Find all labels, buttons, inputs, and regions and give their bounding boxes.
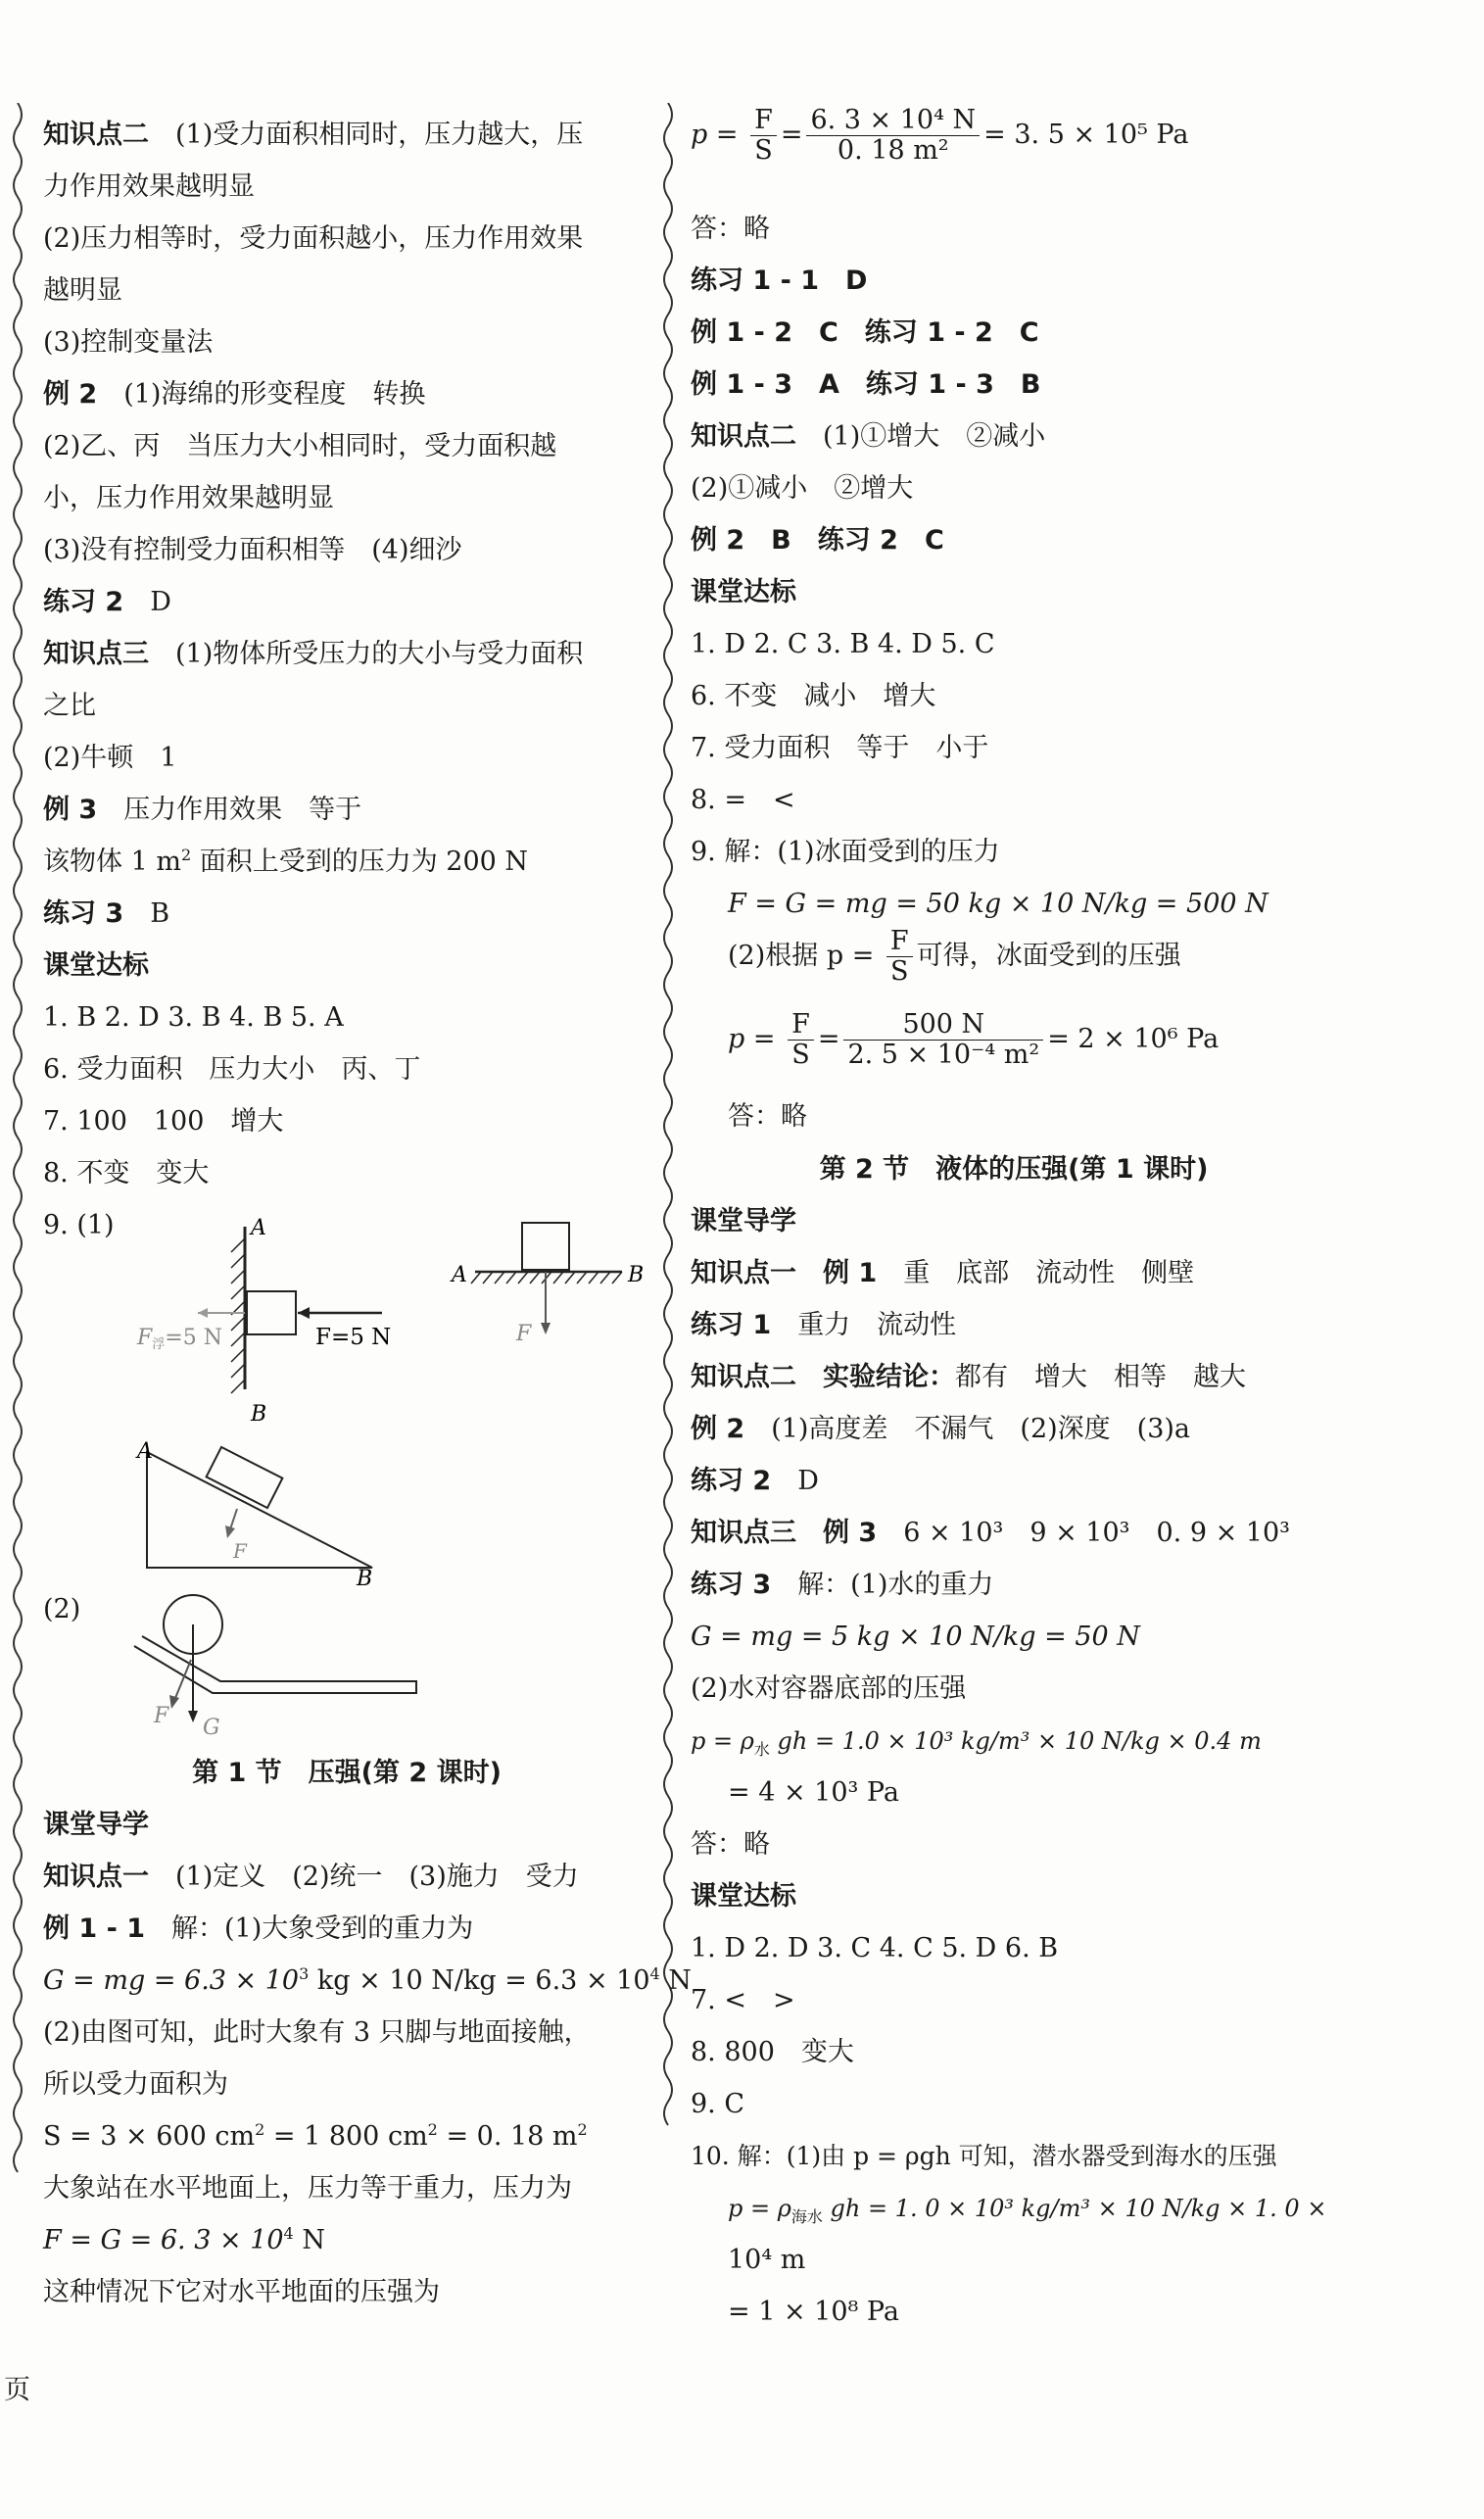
ktdb2-r10a: 10. 解：(1)由 p = ρgh 可知，潜水器受到海水的压强 bbox=[691, 2142, 1277, 2170]
ktdx-heading-left: 课堂导学 bbox=[43, 1810, 149, 1840]
fig1-label-B: B bbox=[251, 1402, 267, 1427]
ex11-line4: 所以受力面积为 bbox=[43, 2069, 228, 2100]
fig4-label-F: F bbox=[154, 1704, 169, 1728]
section-title-right: 第 2 节 液体的压强(第 1 课时) bbox=[819, 1154, 1209, 1185]
ktdb-q9: 9. (1) bbox=[43, 1210, 115, 1240]
fig1-label-A: A bbox=[251, 1216, 266, 1240]
ktdb2-r8: 8. 800 变大 bbox=[691, 2037, 854, 2067]
ex11-line3: (2)由图可知，此时大象有 3 只脚与地面接触， bbox=[43, 2017, 591, 2048]
fig2-label-B: B bbox=[628, 1263, 645, 1287]
kp1-line: 知识点一 (1)定义 (2)统一 (3)施力 受力 bbox=[43, 1862, 579, 1892]
ktdb-right-q8: 8. = < bbox=[691, 785, 795, 815]
kp3-line2: 之比 bbox=[43, 691, 96, 721]
ktdb2-r10c: 10⁴ m bbox=[728, 2245, 806, 2275]
fig3-label-A: A bbox=[137, 1440, 153, 1464]
kp3-line1: 知识点三 (1)物体所受压力的大小与受力面积 bbox=[43, 639, 584, 669]
ex13-line: 例 1 - 3 A 练习 1 - 3 B bbox=[691, 369, 1041, 400]
fig3-label-B: B bbox=[357, 1567, 373, 1587]
ktdb-heading: 课堂达标 bbox=[43, 950, 149, 981]
pr3-right-line3: (2)水对容器底部的压强 bbox=[691, 1673, 967, 1704]
ex12-line: 例 1 - 2 C 练习 1 - 2 C bbox=[691, 317, 1039, 348]
kp2-line3: (2)压力相等时，受力面积越小，压力作用效果 bbox=[43, 223, 584, 254]
fig3-label-F: F bbox=[233, 1539, 247, 1563]
page-mark: 页 bbox=[4, 2375, 30, 2405]
pr3-right-line1: 练习 3 解：(1)水的重力 bbox=[691, 1570, 994, 1600]
ex11-line8: 这种情况下它对水平地面的压强为 bbox=[43, 2277, 440, 2307]
left-wavy-border bbox=[8, 103, 27, 2356]
ex2-right-line: 例 2 B 练习 2 C bbox=[691, 525, 944, 556]
pressure-equation: p = $\frac{F}{S}$ = $\frac{\text{6. 3 × 10⁴ N}}{\text{0. 18 m²}}$ = 3. 5 × 10⁵ Pa bbox=[691, 105, 1189, 166]
kp3-line3: (2)牛顿 1 bbox=[43, 743, 177, 773]
fig1-label-Ff: F浮=5 N bbox=[137, 1326, 222, 1352]
figure-wall-block bbox=[127, 1215, 411, 1430]
kp2-line4: 越明显 bbox=[43, 275, 122, 306]
ktdb-q6: 6. 受力面积 压力大小 丙、丁 bbox=[43, 1054, 421, 1085]
ktdb-right-q9b: F = G = mg = 50 kg × 10 N/kg = 500 N bbox=[728, 889, 1269, 919]
ex11-line7: F = G = 6. $3 \times 10^4$ N bbox=[43, 2224, 325, 2255]
pr3-right-line2: G = mg = 5 kg × 10 N/kg = 50 N bbox=[691, 1622, 1140, 1652]
ktdb2-r1: 1. D 2. D 3. C 4. C 5. D 6. B bbox=[691, 1933, 1059, 1963]
ex2-line1: 例 2 (1)海绵的形变程度 转换 bbox=[43, 379, 426, 410]
ktdb2-r9: 9. C bbox=[691, 2089, 745, 2119]
kp3-right-line: 知识点三 例 3 6 × 10³ 9 × 10³ 0. 9 × 10³ bbox=[691, 1518, 1290, 1548]
ktdb2-heading: 课堂达标 bbox=[691, 1881, 796, 1912]
ktdb-q1: 1. B 2. D 3. B 4. B 5. A bbox=[43, 1002, 344, 1033]
ktdb-right-q9e: 答：略 bbox=[728, 1101, 807, 1132]
ktdb-right-q9c: (2)根据 p = $\frac{F}{S}$ 可得，冰面受到的压强 bbox=[728, 926, 1181, 987]
figure-incline-block bbox=[127, 1440, 392, 1587]
pr3-right-line5: = 4 × 10³ Pa bbox=[728, 1777, 899, 1808]
kp2b-line: 知识点二 实验结论：都有 增大 相等 越大 bbox=[691, 1362, 1246, 1392]
ex2b-line: 例 2 (1)高度差 不漏气 (2)深度 (3)a bbox=[691, 1414, 1191, 1444]
center-wavy-border bbox=[658, 103, 678, 2356]
ex11-line2: G = mg = $6.3 \times 10^3$ kg × 10 $N/kg = 6.3 \times 10^4$ N bbox=[43, 1964, 692, 1996]
section-title-left: 第 1 节 压强(第 2 课时) bbox=[192, 1758, 502, 1788]
ex3-line1: 例 3 压力作用效果 等于 bbox=[43, 795, 362, 825]
ex11-line5: S = 3 × 600 $cm^2 = 1$ 800 $cm^2 = 0$. 18 $m^2$ bbox=[43, 2120, 588, 2152]
ktdb-right-q6: 6. 不变 减小 增大 bbox=[691, 681, 936, 711]
fig4-label-G: G bbox=[203, 1716, 220, 1740]
ktdb-right-q9d: p = $\frac{F}{S}$ = $\frac{500 N}{\text{2. 5 × 10⁻⁴ m²}}$ = 2 × 10⁶ Pa bbox=[728, 1009, 1220, 1070]
ex11-line1: 例 1 - 1 解：(1)大象受到的重力为 bbox=[43, 1913, 474, 1944]
ex2-line2: (2)乙、丙 当压力大小相同时，受力面积越 bbox=[43, 431, 557, 461]
pr3-right-line4: $p = \rho_水$ gh = 1.0 × 10³ kg/m³ × 10 N/kg × 0.4 m bbox=[691, 1727, 1262, 1759]
ktdb2-r10d: = 1 × 10⁸ Pa bbox=[728, 2297, 899, 2327]
pr2-line: 练习 2 D bbox=[43, 587, 171, 617]
kp2-right-line2: (2)①减小 ②增大 bbox=[691, 473, 914, 504]
figure-horizontal-block bbox=[446, 1213, 651, 1370]
figure-ball-slope bbox=[132, 1587, 426, 1744]
fig2-label-F: F bbox=[516, 1322, 532, 1346]
ex2-line3: 小，压力作用效果越明显 bbox=[43, 483, 334, 513]
pr11-line: 练习 1 - 1 D bbox=[691, 266, 868, 296]
ktdb2-r7: 7. < > bbox=[691, 1985, 795, 2015]
ktdb-right-q7: 7. 受力面积 等于 小于 bbox=[691, 733, 989, 763]
kp2-line2: 力作用效果越明显 bbox=[43, 171, 255, 202]
kp2-right-line1: 知识点二 (1)①增大 ②减小 bbox=[691, 421, 1046, 452]
ktdb-q8: 8. 不变 变大 bbox=[43, 1158, 210, 1188]
ktdx-heading-right: 课堂导学 bbox=[691, 1206, 796, 1236]
ex3-line2: 该物体 1 $m^2$ 面积上受到的压力为 200 N bbox=[43, 846, 529, 877]
kp2-line1: 知识点二 (1)受力面积相同时，压力越大，压 bbox=[43, 120, 584, 150]
ktdb-heading-right: 课堂达标 bbox=[691, 577, 796, 607]
ktdb2-r10b: $p = \rho_{海水}$ gh = 1. 0 × 10³ kg/m³ × 10 N/kg × 1. 0 × bbox=[728, 2195, 1327, 2226]
ktdb-q7: 7. 100 100 增大 bbox=[43, 1106, 284, 1137]
pr2b-line: 练习 2 D bbox=[691, 1466, 819, 1496]
pr3-right-line6: 答：略 bbox=[691, 1829, 770, 1860]
kp1-right-line: 知识点一 例 1 重 底部 流动性 侧壁 bbox=[691, 1258, 1195, 1288]
pr3-line: 练习 3 B bbox=[43, 898, 170, 929]
fig2-label-A: A bbox=[452, 1263, 467, 1287]
ktdb-right-q9a: 9. 解：(1)冰面受到的压力 bbox=[691, 837, 1000, 867]
kp2-line5: (3)控制变量法 bbox=[43, 327, 214, 358]
ktdb-right-q1: 1. D 2. C 3. B 4. D 5. C bbox=[691, 629, 995, 659]
ktdb-q9-part2: (2) bbox=[43, 1594, 81, 1624]
ex2-line4: (3)没有控制受力面积相等 (4)细沙 bbox=[43, 535, 462, 565]
answer-1: 答：略 bbox=[691, 214, 770, 244]
ex11-line6: 大象站在水平地面上，压力等于重力，压力为 bbox=[43, 2173, 572, 2204]
pr1-right-line: 练习 1 重力 流动性 bbox=[691, 1310, 957, 1340]
fig1-label-F: F=5 N bbox=[315, 1325, 392, 1350]
